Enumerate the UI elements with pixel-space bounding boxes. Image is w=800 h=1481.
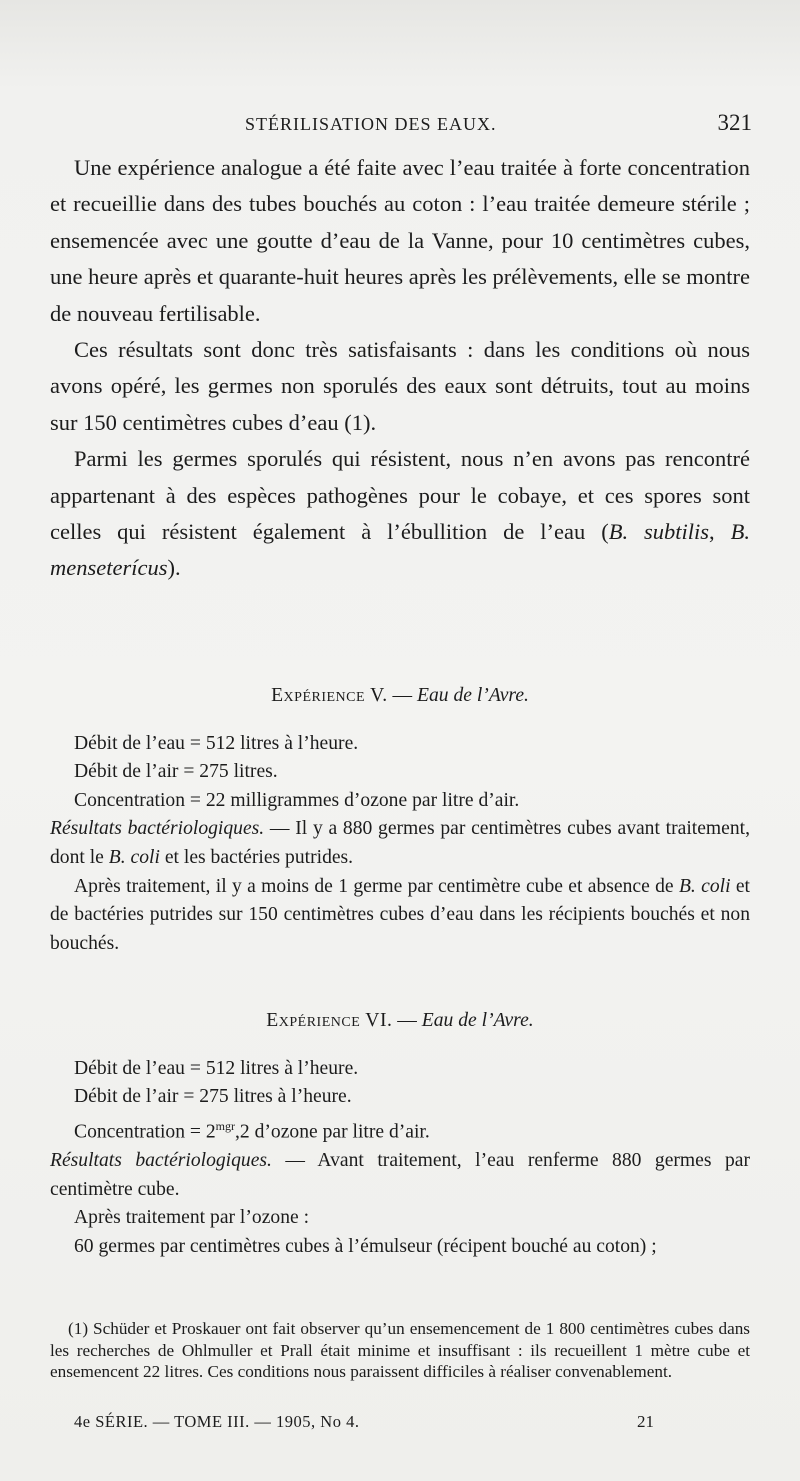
concentration-a: Concentration = 2	[74, 1121, 216, 1143]
paragraph-3	[50, 441, 750, 587]
species-b-subtilis: B. subtilis	[608, 519, 710, 545]
species-b-coli: B. coli	[678, 875, 731, 897]
running-title: STÉRILISATION DES EAUX.	[245, 114, 497, 134]
experience-6-concentration	[50, 1112, 750, 1147]
unit-mgr: mgr	[215, 1118, 235, 1133]
footnotes	[50, 1318, 750, 1383]
heading-dash: —	[392, 1010, 422, 1031]
experience-6-label: Expérience VI.	[266, 1010, 393, 1031]
experience-6-section	[50, 1007, 750, 1261]
experience-6-heading	[50, 1007, 750, 1036]
page-header	[50, 108, 750, 142]
experience-6-after-1: Après traitement par l’ozone :	[74, 1207, 310, 1229]
experience-5-water-flow: Débit de l’eau = 512 litres à l’heure.	[74, 732, 359, 754]
experience-5-concentration: Concentration = 22 milligrammes d’ozone par litre d’air.	[74, 789, 520, 811]
species-b-coli: B. coli	[108, 846, 160, 868]
paragraph-3-text: Parmi les germes sporulés qui résistent, nous n’en avons pas rencontré appartenant à des espèces pathogènes pour le cobaye, et ces spores sont celles qui résistent également à l’ébullition de l’eau (	[50, 446, 750, 545]
after-text-b: et de bactéries putrides sur 150 centimètres cubes d’eau dans les récipients bouchés et non bouchés.	[50, 875, 751, 954]
paragraph-2: Ces résultats sont donc très satisfaisants : dans les conditions où nous avons opéré, les germes non sporulés des eaux sont détruits, tout au moins sur 150 centimètres cubes d’eau (1).	[50, 337, 750, 435]
after-text-a: Après traitement, il y a moins de 1 germe par centimètre cube et absence de	[74, 875, 679, 897]
paragraph-3-end: ).	[167, 555, 181, 581]
main-text	[50, 150, 750, 587]
experience-5-air-flow: Débit de l’air = 275 litres.	[74, 761, 278, 783]
page-number: 321	[717, 110, 752, 135]
paragraph-1: Une expérience analogue a été faite avec l’eau traitée à forte concentration et recueillie dans des tubes bouchés au coton : l’eau traitée demeure stérile ; ensemencée avec une goutte d’eau de la Vanne, pour 10 centimètres cubes, une heure après et quarante-huit heures après les prélèvements, elle se montre de nouveau fertilisable.	[50, 155, 750, 326]
results-text-a: — Il y a 880 germes par centimètres cubes avant traitement, dont le	[50, 818, 750, 868]
experience-6-after-2: 60 germes par centimètres cubes à l’émulseur (récipent bouché au coton) ;	[74, 1235, 657, 1257]
results-label: Résultats bactériologiques.	[50, 1149, 272, 1171]
experience-5-subtitle: Eau de l’Avre.	[417, 685, 529, 706]
series-line: 4e SÉRIE. — TOME III. — 1905, No 4.	[74, 1412, 360, 1431]
experience-5-label: Expérience V.	[271, 685, 388, 706]
results-label: Résultats bactériologiques.	[50, 818, 265, 840]
concentration-b: ,2 d’ozone par litre d’air.	[235, 1121, 430, 1143]
experience-6-air-flow: Débit de l’air = 275 litres à l’heure.	[74, 1086, 352, 1108]
heading-dash: —	[387, 685, 418, 706]
experience-5-after	[50, 873, 750, 959]
page-footer	[74, 1412, 654, 1436]
footnote-1: (1) Schüder et Proskauer ont fait observer qu’un ensemencement de 1 800 centimètres cubes dans les recherches de Ohlmuller et Prall était minime et insuffisant : ils recueillent 1 mètre cube et ensemencent 22 litres. Ces conditions nous paraissent difficiles à réaliser convenablement.	[50, 1319, 750, 1381]
experience-5-heading	[50, 682, 750, 711]
experience-6-subtitle: Eau de l’Avre.	[421, 1010, 534, 1031]
experience-5-results	[50, 815, 750, 872]
results-text: — Avant traitement, l’eau renferme 880 germes par centimètre cube.	[50, 1149, 750, 1200]
experience-6-results	[50, 1147, 750, 1204]
signature-mark: 21	[637, 1412, 654, 1431]
species-b-mensentericus: B. menseterícus	[50, 519, 750, 581]
experience-5-section	[50, 682, 750, 958]
species-separator: ,	[709, 519, 731, 545]
experience-6-water-flow: Débit de l’eau = 512 litres à l’heure.	[74, 1057, 359, 1079]
results-text-b: et les bactéries putrides.	[159, 846, 354, 868]
